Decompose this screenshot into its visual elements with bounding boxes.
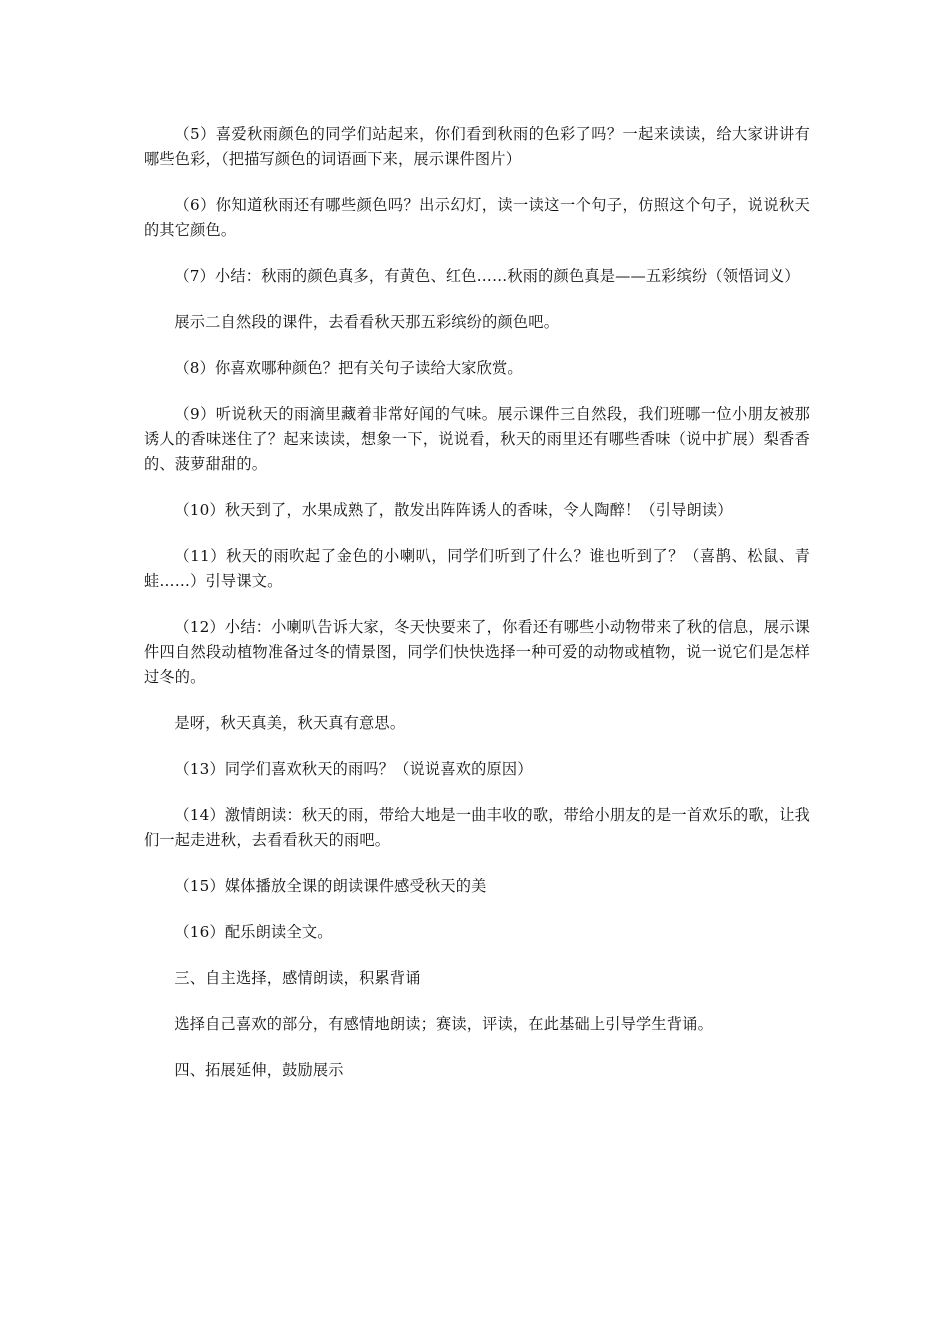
paragraph-step-8: （8）你喜欢哪种颜色？把有关句子读给大家欣赏。 <box>174 359 523 377</box>
paragraph-show-section-2: 展示二自然段的课件，去看看秋天那五彩缤纷的颜色吧。 <box>174 313 560 331</box>
paragraph-step-9: （9）听说秋天的雨滴里藏着非常好闻的气味。展示课件三自然段，我们班哪一位小朋友被那诱人的香味迷住了？起来读读，想象一下，说说看，秋天的雨里还有哪些香味（说中扩展）梨香香的、菠萝甜甜的。 <box>144 405 810 473</box>
paragraph-autumn-beauty: 是呀，秋天真美，秋天真有意思。 <box>174 714 406 732</box>
document-body <box>144 122 810 1104</box>
paragraph-step-5: （5）喜爱秋雨颜色的同学们站起来，你们看到秋雨的色彩了吗？一起来读读，给大家讲讲有哪些色彩，（把描写颜色的词语画下来，展示课件图片） <box>144 125 810 168</box>
paragraph-step-15: （15）媒体播放全课的朗读课件感受秋天的美 <box>174 877 487 895</box>
paragraph-step-16: （16）配乐朗读全文。 <box>174 923 333 941</box>
paragraph-step-6: （6）你知道秋雨还有哪些颜色吗？出示幻灯，读一读这一个句子，仿照这个句子，说说秋天的其它颜色。 <box>144 196 810 239</box>
paragraph-step-14: （14）激情朗读：秋天的雨，带给大地是一曲丰收的歌，带给小朋友的是一首欢乐的歌，让我们一起走进秋，去看看秋天的雨吧。 <box>144 806 810 849</box>
section-heading-3: 三、自主选择，感情朗读，积累背诵 <box>174 969 421 987</box>
paragraph-step-13: （13）同学们喜欢秋天的雨吗？（说说喜欢的原因） <box>174 760 533 778</box>
paragraph-step-11: （11）秋天的雨吹起了金色的小喇叭，同学们听到了什么？谁也听到了？（喜鹊、松鼠、青蛙……）引导课文。 <box>144 547 810 590</box>
paragraph-section-3-body: 选择自己喜欢的部分，有感情地朗读；赛读，评读，在此基础上引导学生背诵。 <box>174 1015 713 1033</box>
paragraph-step-12: （12）小结：小喇叭告诉大家，冬天快要来了，你看还有哪些小动物带来了秋的信息，展示课件四自然段动植物准备过冬的情景图，同学们快快选择一种可爱的动物或植物，说一说它们是怎样过冬的。 <box>144 618 810 686</box>
section-heading-4: 四、拓展延伸，鼓励展示 <box>174 1061 344 1079</box>
paragraph-step-7: （7）小结：秋雨的颜色真多，有黄色、红色……秋雨的颜色真是——五彩缤纷（领悟词义） <box>174 267 800 285</box>
paragraph-step-10: （10）秋天到了，水果成熟了，散发出阵阵诱人的香味，令人陶醉！（引导朗读） <box>174 501 733 519</box>
